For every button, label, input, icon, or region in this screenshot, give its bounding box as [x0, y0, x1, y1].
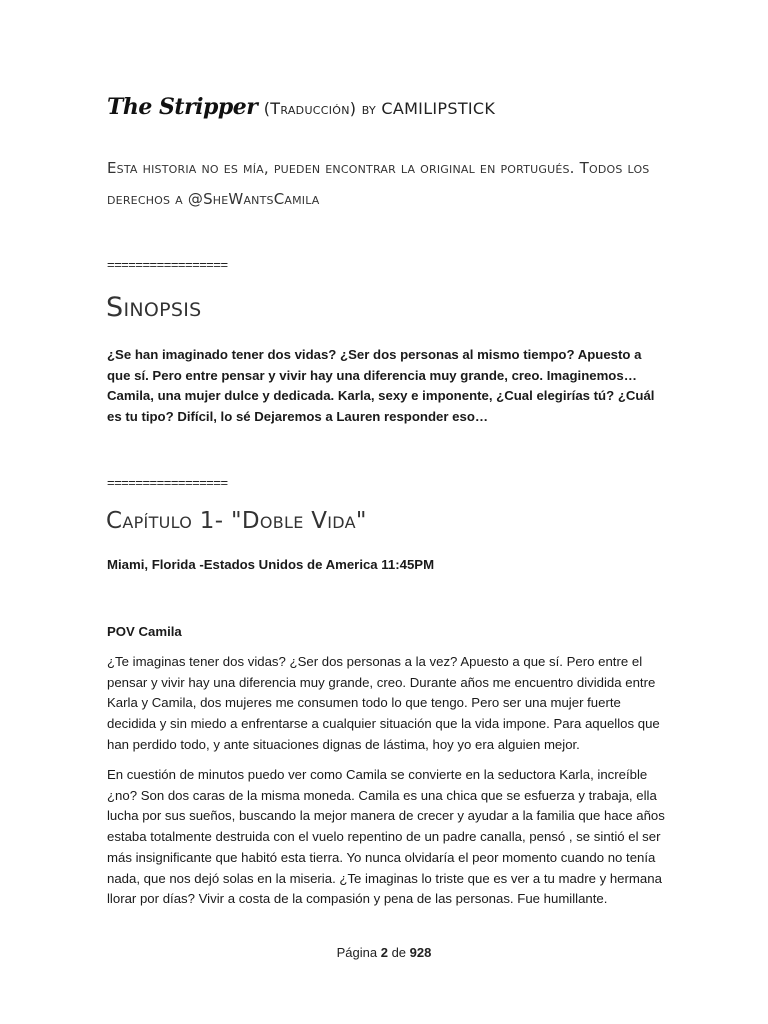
page-number: 2 — [380, 945, 388, 960]
section-divider: ================= — [107, 475, 228, 490]
chapter-location: Miami, Florida -Estados Unidos de America 11:45PM — [107, 557, 435, 572]
chapter-paragraph: En cuestión de minutos puedo ver como Camila se convierte en la seductora Karla, increíble ¿no? Son dos caras de la misma moneda. Camila es una chica que se esfuerza y trabaja, ella lucha por sus sueños, buscando la mejor manera de crecer y ayudar a la familia que hace años estaba totalmente destruida con el vuelo repentino de un padre canalla, pensó , se sintió el ser más insignificante que habitó esta tierra. Yo nunca olvidaría el peor momento cuando no tenía nada, que nos dejó solas en la miseria. ¿Te imaginas lo triste que es ver a tu madre y hermana llorar por días? Vivir a costa de la compasión y pena de las personas. Fue humillante. — [107, 767, 665, 907]
credits-note: Esta historia no es mía, pueden encontrar la original en portugués. Todos los derechos a @SheWantsCamila — [107, 159, 650, 208]
pov-label: POV Camila — [107, 624, 182, 639]
page-of-label: de — [391, 945, 407, 960]
section-divider: ================= — [107, 257, 228, 272]
sinopsis-text: ¿Se han imaginado tener dos vidas? ¿Ser dos personas al mismo tiempo? Apuesto a que sí. Pero entre pensar y vivir hay una diferencia muy grande, creo. Imaginemos… Camila, una mujer dulce y dedicada. Karla, sexy e imponente, ¿Cual elegirías tú? ¿Cuál es tu tipo? Difícil, lo sé Dejaremos a Lauren responder eso… — [107, 347, 655, 425]
page-label: Página — [336, 945, 378, 960]
document-title — [107, 94, 495, 120]
chapter-paragraph: ¿Te imaginas tener dos vidas? ¿Ser dos personas a la vez? Apuesto a que sí. Pero entre el pensar y vivir hay una diferencia muy grande, creo. Durante años me encuentro dividida entre Karla y Camila, dos mujeres me consumen todo lo que tengo. Pero ser una mujer fuerte decidida y sin miedo a enfrentarse a cualquier situación que la vida impone. Para aquellos que han perdido todo, y ante situaciones dignas de lástima, hoy yo era alguien mejor. — [107, 654, 660, 752]
sinopsis-heading: Sinopsis — [106, 292, 202, 323]
page-footer — [0, 945, 768, 960]
title-subtext: (Traducción) by CAMILIPSTICK — [263, 99, 496, 118]
total-pages: 928 — [409, 945, 432, 960]
title-brand: The Stripper — [107, 94, 258, 120]
chapter-heading: Capítulo 1- "Doble Vida" — [106, 508, 367, 534]
